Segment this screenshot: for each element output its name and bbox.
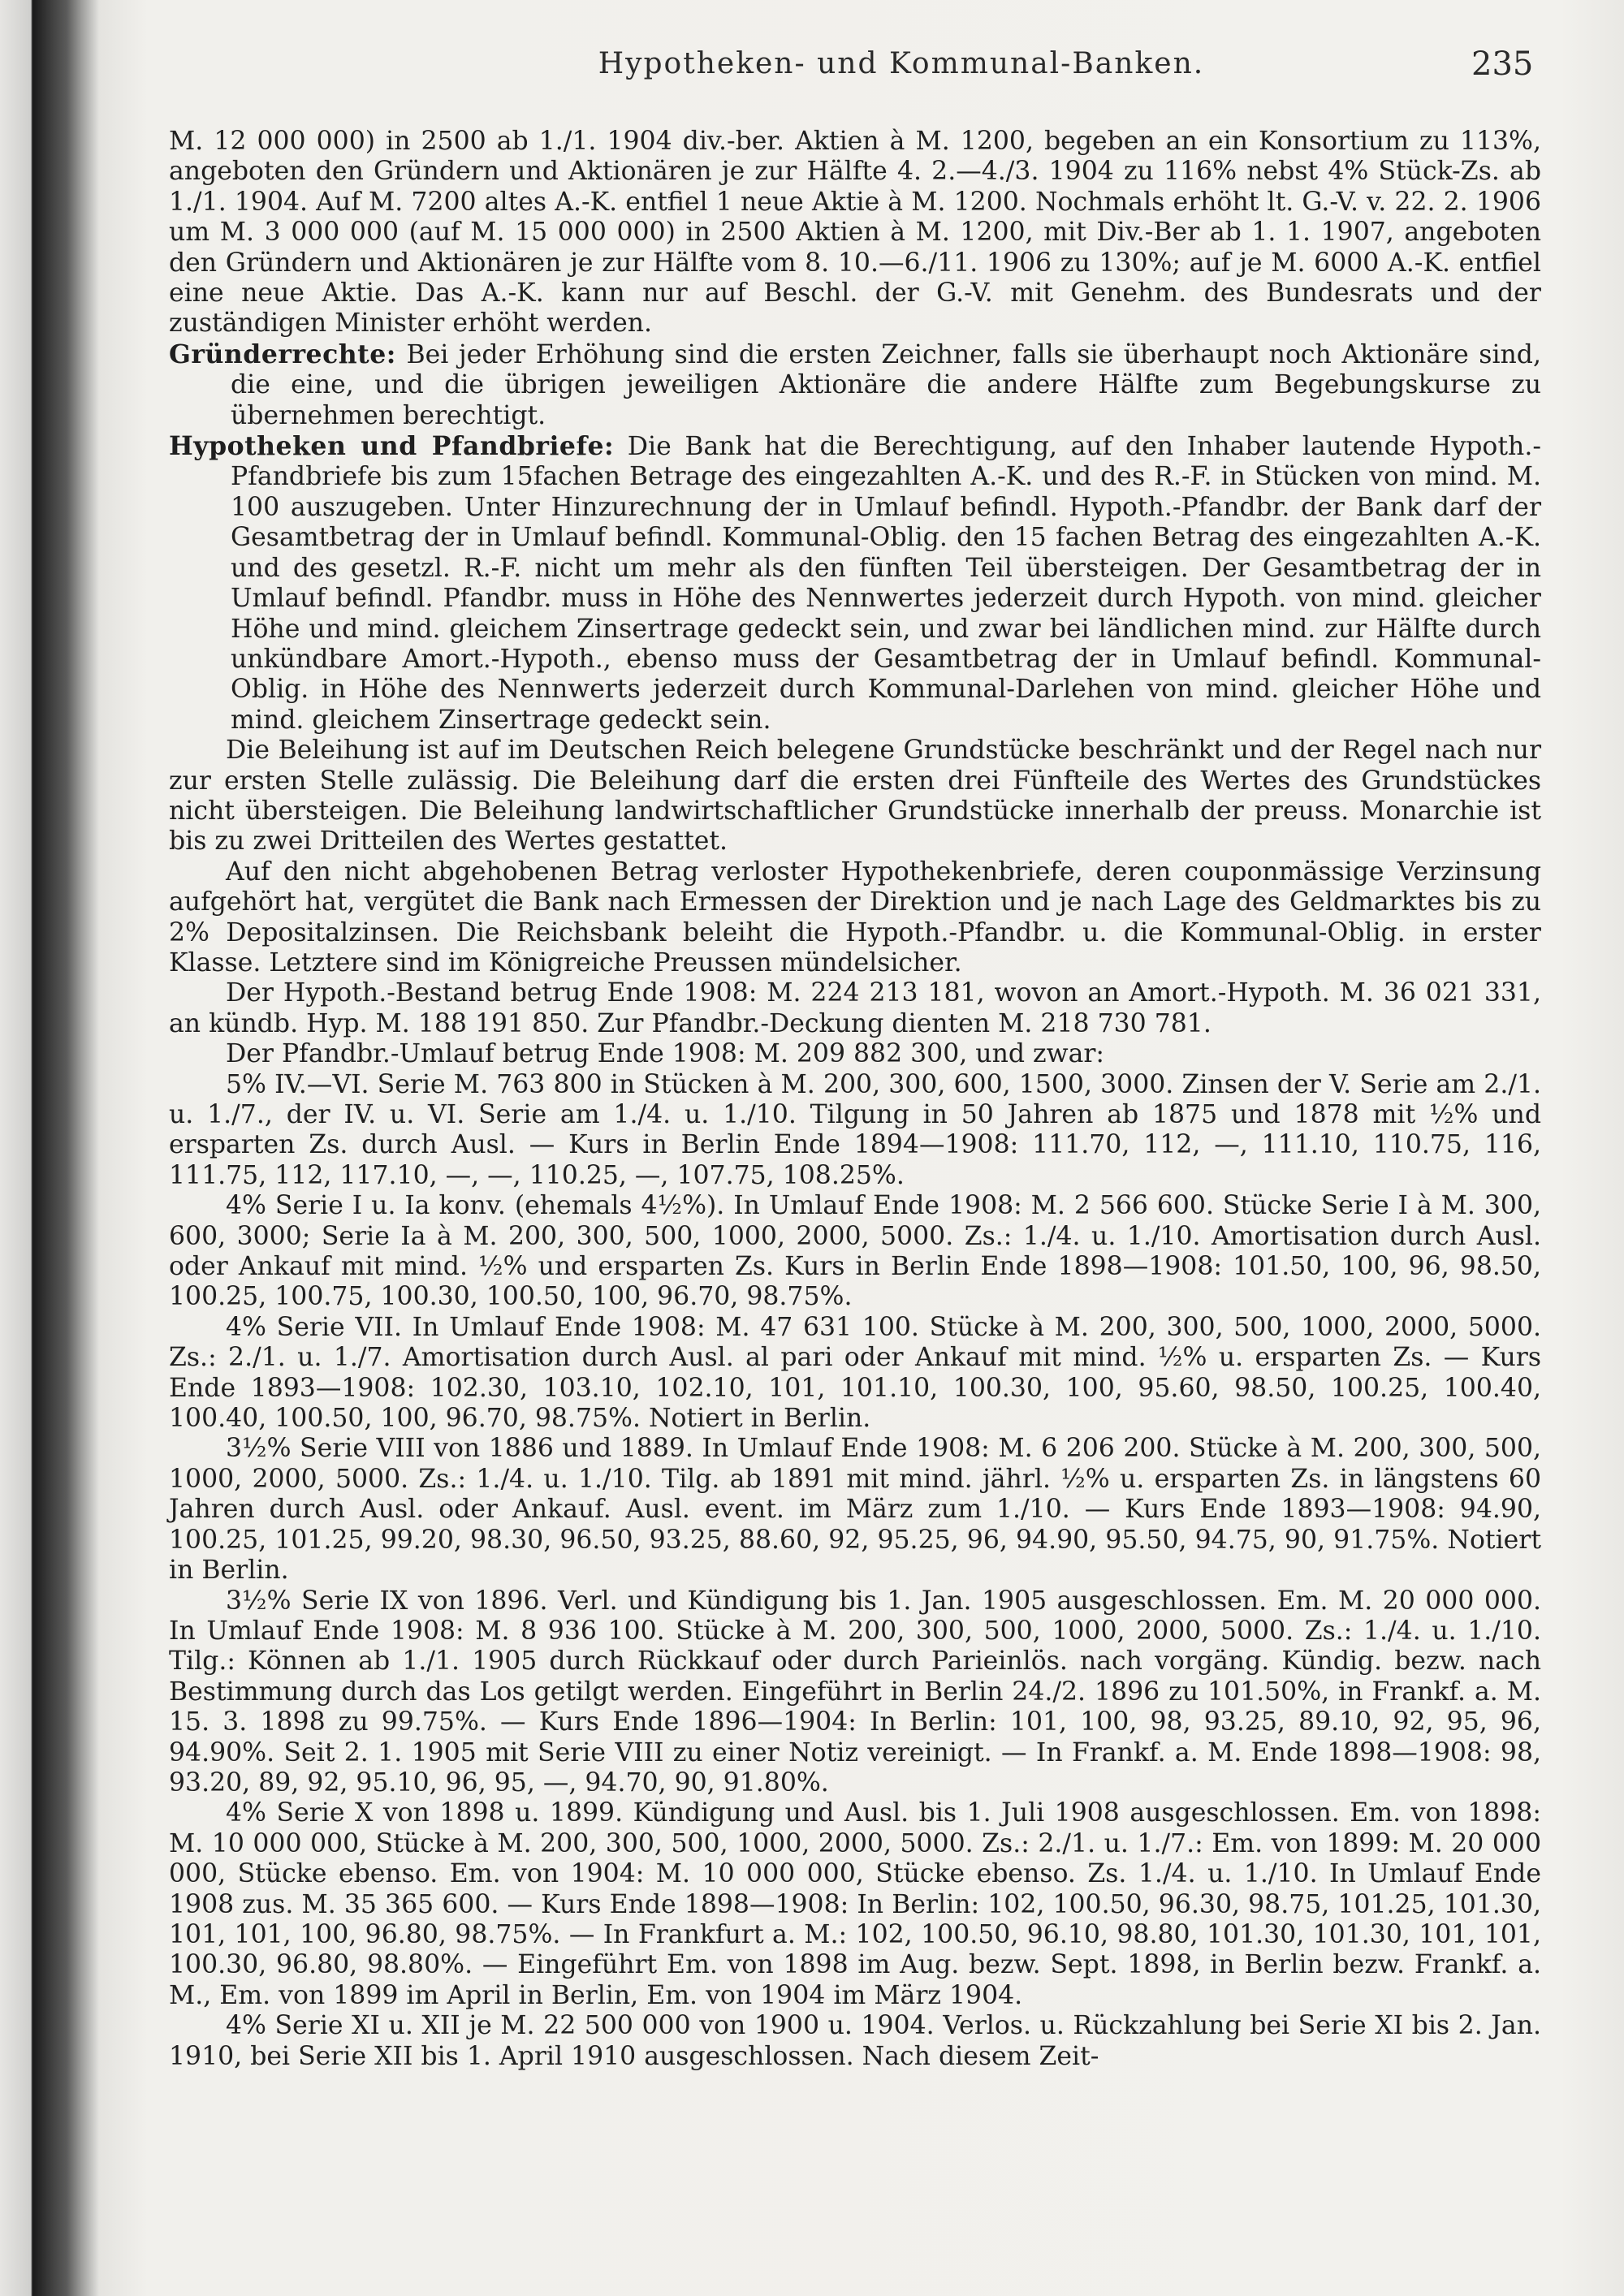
paragraph-text: Auf den nicht abgehobenen Betrag verloster Hypothekenbriefe, deren couponmässige Verzinsung aufgehört hat, vergütet die Bank nach Ermessen der Direktion und je nach Lage des Geldmarktes bis zu 2% Depositalzinsen. Die Reichsbank beleiht die Hypoth.-Pfandbr. u. die Kommunal-Oblig. in erster Klasse. Letztere sind im Königreiche Preussen mündelsicher. bbox=[169, 857, 1541, 978]
paragraph bbox=[169, 857, 1541, 979]
paragraph-text: 4% Serie XI u. XII je M. 22 500 000 von 1900 u. 1904. Verlos. u. Rückzahlung bei Serie XI bis 2. Jan. 1910, bei Serie XII bis 1. April 1910 ausgeschlossen. Nach diesem Zeit- bbox=[169, 2011, 1541, 2071]
section-keyword: Hypotheken und Pfandbriefe: bbox=[169, 431, 615, 462]
paragraph-text: M. 12 000 000) in 2500 ab 1./1. 1904 div.-ber. Aktien à M. 1200, begeben an ein Konsortium zu 113%, angeboten den Gründern und Aktionären je zur Hälfte 4. 2.—4./3. 1904 zu 116% nebst 4% Stück-Zs. ab 1./1. 1904. Auf M. 7200 altes A.-K. entfiel 1 neue Aktie à M. 1200. Nochmals erhöht lt. G.-V. v. 22. 2. 1906 um M. 3 000 000 (auf M. 15 000 000) in 2500 Aktien à M. 1200, mit Div.-Ber ab 1. 1. 1907, angeboten den Gründern und Aktionären je zur Hälfte vom 8. 10.—6./11. 1906 zu 130%; auf je M. 6000 A.-K. entfiel eine neue Aktie. Das A.-K. kann nur auf Beschl. der G.-V. mit Genehm. des Bundesrats und der zuständigen Minister erhöht werden. bbox=[169, 127, 1541, 339]
paragraph-text: Die Beleihung ist auf im Deutschen Reich belegene Grundstücke beschränkt und der Regel nach nur zur ersten Stelle zulässig. Die Beleihung darf die ersten drei Fünfteile des Wertes des Grundstückes nicht übersteigen. Die Beleihung landwirtschaftlicher Grundstücke innerhalb der preuss. Monarchie ist bis zu zwei Dritteilen des Wertes gestattet. bbox=[169, 736, 1541, 857]
paragraph bbox=[169, 978, 1541, 1039]
paragraph bbox=[169, 1070, 1541, 1192]
running-title: Hypotheken- und Kommunal-Banken. bbox=[598, 47, 1205, 80]
paragraph bbox=[169, 1434, 1541, 1586]
paragraph-text: 4% Serie X von 1898 u. 1899. Kündigung und Ausl. bis 1. Juli 1908 ausgeschlossen. Em. von 1898: M. 10 000 000, Stücke à M. 200, 300, 500, 1000, 2000, 5000. Zs.: 2./1. u. 1./7.: Em. von 1899: M. 20 000 000, Stücke ebenso. Em. von 1904: M. 10 000 000, Stücke ebenso. Zs. 1./4. u. 1./10. In Umlauf Ende 1908 zus. M. 35 365 600. — Kurs Ende 1898—1908: In Berlin: 102, 100.50, 96.30, 98.75, 101.25, 101.30, 101, 101, 100, 96.80, 98.75%. — In Frankfurt a. M.: 102, 100.50, 96.10, 98.80, 101.30, 101.30, 101, 101, 100.30, 96.80, 98.80%. — Eingeführt Em. von 1898 im Aug. bezw. Sept. 1898, in Berlin bezw. Frankf. a. M., Em. von 1899 im April in Berlin, Em. von 1904 im März 1904. bbox=[169, 1798, 1541, 2010]
book-spine-shadow bbox=[0, 0, 99, 2296]
paragraph bbox=[169, 1798, 1541, 2011]
paragraph bbox=[169, 1586, 1541, 1799]
paragraph bbox=[169, 339, 1541, 431]
paragraph-text: Die Bank hat die Berechtigung, auf den Inhaber lautende Hypoth.-Pfandbriefe bis zum 15fachen Betrage des eingezahlten A.-K. und des R.-F. in Stücken von mind. M. 100 auszugeben. Unter Hinzurechnung der in Umlauf befindl. Hypoth.-Pfandbr. der Bank darf der Gesamtbetrag der in Umlauf befindl. Kommunal-Oblig. den 15 fachen Betrag des eingezahlten A.-K. und des gesetzl. R.-F. nicht um mehr als den fünften Teil übersteigen. Der Gesamtbetrag der in Umlauf befindl. Pfandbr. muss in Höhe des Nennwertes jederzeit durch Hypoth. von mind. gleicher Höhe und mind. gleichem Zinsertrage gedeckt sein, und zwar bei ländlichen mind. zur Hälfte durch unkündbare Amort.-Hypoth., ebenso muss der Gesamtbetrag der in Umlauf befindl. Kommunal-Oblig. in Höhe des Nennwerts jederzeit durch Kommunal-Darlehen von mind. gleicher Höhe und mind. gleichem Zinsertrage gedeckt sein. bbox=[231, 432, 1541, 735]
paragraph-text: 5% IV.—VI. Serie M. 763 800 in Stücken à M. 200, 300, 600, 1500, 3000. Zinsen der V. Serie am 2./1. u. 1./7., der IV. u. VI. Serie am 1./4. u. 1./10. Tilgung in 50 Jahren ab 1875 und 1878 mit ½% und ersparten Zs. durch Ausl. — Kurs in Berlin Ende 1894—1908: 111.70, 112, —, 111.10, 110.75, 116, 111.75, 112, 117.10, —, —, 110.25, —, 107.75, 108.25%. bbox=[169, 1069, 1541, 1190]
paragraph bbox=[169, 1039, 1541, 1069]
paragraph-text: 3½% Serie IX von 1896. Verl. und Kündigung bis 1. Jan. 1905 ausgeschlossen. Em. M. 20 000 000. In Umlauf Ende 1908: M. 8 936 100. Stücke à M. 200, 300, 500, 1000, 2000, 5000. Zs.: 1./4. u. 1./10. Tilg.: Können ab 1./1. 1905 durch Rückkauf oder durch Pariеinlös. nach vorgäng. Kündig. bezw. nach Bestimmung durch das Los getilgt werden. Eingeführt in Berlin 24./2. 1896 zu 101.50%, in Frankf. a. M. 15. 3. 1898 zu 99.75%. — Kurs Ende 1896—1904: In Berlin: 101, 100, 98, 93.25, 89.10, 92, 95, 96, 94.90%. Seit 2. 1. 1905 mit Serie VIII zu einer Notiz vereinigt. — In Frankf. a. M. Ende 1898—1908: 98, 93.20, 89, 92, 95.10, 96, 95, —, 94.70, 90, 91.80%. bbox=[169, 1586, 1541, 1798]
paragraph-text: Der Pfandbr.-Umlauf betrug Ende 1908: M. 209 882 300, und zwar: bbox=[226, 1039, 1105, 1069]
paragraph-text: 4% Serie VII. In Umlauf Ende 1908: M. 47 631 100. Stücke à M. 200, 300, 500, 1000, 2000, 5000. Zs.: 2./1. u. 1./7. Amortisation durch Ausl. al pari oder Ankauf mit mind. ½% u. ersparten Zs. — Kurs Ende 1893—1908: 102.30, 103.10, 102.10, 101, 101.10, 100.30, 100, 95.60, 98.50, 100.25, 100.40, 100.40, 100.50, 100, 96.70, 98.75%. Notiert in Berlin. bbox=[169, 1312, 1541, 1434]
section-keyword: Gründerrechte: bbox=[169, 339, 396, 369]
paragraph-text: 3½% Serie VIII von 1886 und 1889. In Umlauf Ende 1908: M. 6 206 200. Stücke à M. 200, 300, 500, 1000, 2000, 5000. Zs.: 1./4. u. 1./10. Tilg. ab 1891 mit mind. jährl. ½% u. ersparten Zs. in längstens 60 Jahren durch Ausl. oder Ankauf. Ausl. event. im März zum 1./10. — Kurs Ende 1893—1908: 94.90, 100.25, 101.25, 99.20, 98.30, 96.50, 93.25, 88.60, 92, 95.25, 96, 94.90, 95.50, 94.75, 90, 91.75%. Notiert in Berlin. bbox=[169, 1434, 1541, 1586]
paragraph bbox=[169, 127, 1541, 339]
paragraph bbox=[169, 2011, 1541, 2072]
paragraph bbox=[169, 1191, 1541, 1313]
paragraph-text: Bei jeder Erhöhung sind die ersten Zeichner, falls sie überhaupt noch Aktionäre sind, die eine, und die übrigen jeweiligen Aktionäre die andere Hälfte zum Begebungskurse zu übernehmen berechtigt. bbox=[231, 339, 1541, 430]
paragraph bbox=[169, 431, 1541, 736]
page-body bbox=[169, 127, 1541, 2072]
paragraph bbox=[169, 736, 1541, 857]
book-page bbox=[99, 0, 1624, 2296]
page-number: 235 bbox=[1471, 45, 1534, 83]
paragraph-text: Der Hypoth.-Bestand betrug Ende 1908: M. 224 213 181, wovon an Amort.-Hypoth. M. 36 021 331, an kündb. Hyp. M. 188 191 850. Zur Pfandbr.-Deckung dienten M. 218 730 781. bbox=[169, 978, 1541, 1038]
paragraph-text: 4% Serie I u. Ia konv. (ehemals 4½%). In Umlauf Ende 1908: M. 2 566 600. Stücke Serie I à M. 300, 600, 3000; Serie Ia à M. 200, 300, 500, 1000, 2000, 5000. Zs.: 1./4. u. 1./10. Amortisation durch Ausl. oder Ankauf mit mind. ½% und ersparten Zs. Kurs in Berlin Ende 1898—1908: 101.50, 100, 96, 98.50, 100.25, 100.75, 100.30, 100.50, 100, 96.70, 98.75%. bbox=[169, 1191, 1541, 1312]
paragraph bbox=[169, 1313, 1541, 1435]
